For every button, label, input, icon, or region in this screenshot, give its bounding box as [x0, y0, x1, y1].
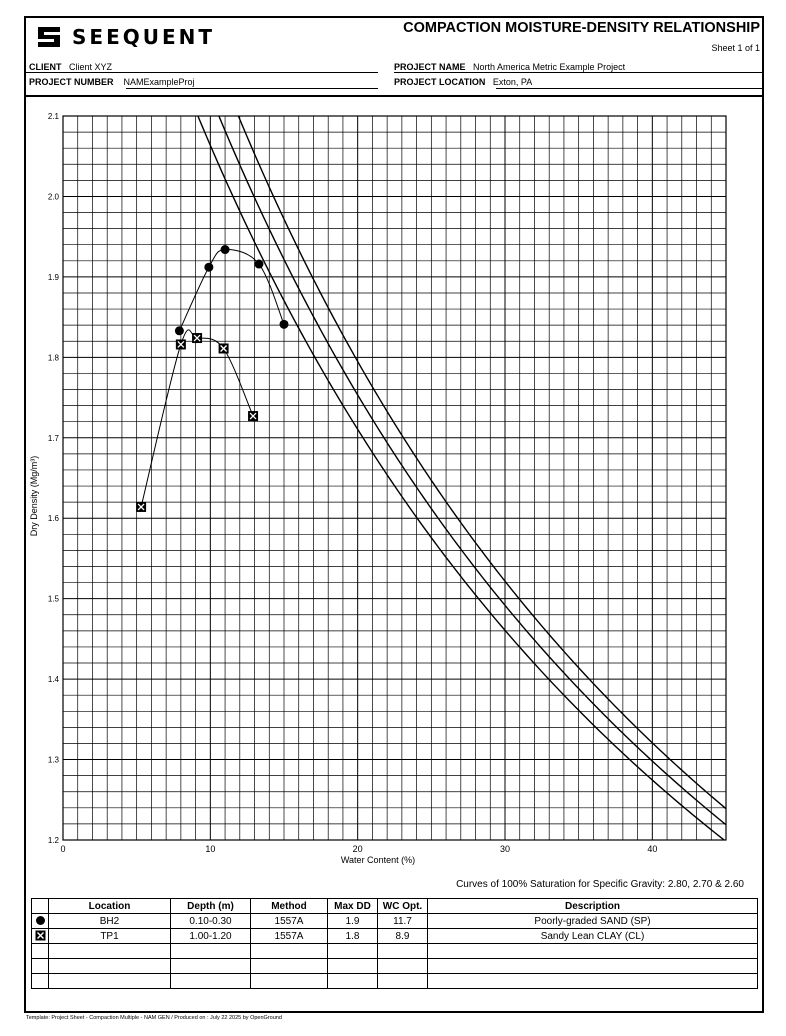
data-point-bh2 — [221, 245, 230, 254]
legend-header-maxdd: Max DD — [328, 899, 378, 914]
footer-text: Template: Project Sheet - Compaction Multiple - NAM GEN / Produced on : July 22 2025 by OpenGround — [26, 1015, 282, 1021]
table-row — [32, 914, 758, 929]
description-cell: Sandy Lean CLAY (CL) — [428, 929, 758, 944]
depth-cell: 1.00-1.20 — [171, 929, 251, 944]
legend-header-description: Description — [428, 899, 758, 914]
legend-symbol-cell — [32, 929, 49, 944]
table-row — [32, 944, 758, 959]
client-value: Client XYZ — [69, 62, 113, 72]
project-name-value: North America Metric Example Project — [473, 62, 626, 72]
data-point-tp1 — [219, 343, 229, 353]
saturation-curves — [63, 0, 726, 841]
project-number-value: NAMExampleProj — [123, 77, 195, 87]
saturation-curve — [63, 0, 726, 841]
chart-grid — [63, 116, 726, 840]
sheet-number: Sheet 1 of 1 — [711, 43, 760, 53]
y-tick-label: 1.5 — [47, 594, 59, 604]
saturation-curve — [63, 0, 726, 825]
y-tick-label: 1.3 — [47, 755, 59, 765]
x-axis-label: Water Content (%) — [340, 855, 416, 865]
maxdd-cell: 1.8 — [328, 929, 378, 944]
location-cell: BH2 — [49, 914, 171, 929]
y-tick-label: 2.0 — [47, 192, 59, 202]
data-point-bh2 — [204, 263, 213, 272]
project-number-label: PROJECT NUMBER — [29, 77, 114, 87]
x-tick-label: 30 — [499, 844, 511, 854]
x-tick-label: 20 — [352, 844, 363, 854]
project-location-label: PROJECT LOCATION — [394, 77, 486, 87]
y-axis-label: Dry Density (Mg/m³) — [29, 455, 39, 537]
data-point-tp1 — [248, 411, 258, 421]
data-point-tp1 — [192, 333, 202, 343]
x-tick-label: 40 — [647, 844, 658, 854]
legend-header-depth: Depth (m) — [171, 899, 251, 914]
data-point-tp1 — [176, 339, 186, 349]
fit-curve-tp1 — [141, 330, 253, 507]
fit-curve-bh2 — [179, 249, 284, 330]
method-cell: 1557A — [251, 914, 328, 929]
project-name-label: PROJECT NAME — [394, 62, 466, 72]
x-tick-label: 0 — [60, 844, 66, 854]
legend-table — [31, 898, 758, 989]
legend-symbol-cell — [32, 914, 49, 929]
client-label: CLIENT — [29, 62, 62, 72]
saturation-caption: Curves of 100% Saturation for Specific Gravity: 2.80, 2.70 & 2.60 — [456, 879, 744, 890]
legend-header-row — [32, 899, 758, 914]
plot-frame — [63, 116, 726, 840]
legend-header-method: Method — [251, 899, 328, 914]
filled-circle-icon — [35, 915, 46, 926]
wcopt-cell: 11.7 — [378, 914, 428, 929]
table-row — [32, 959, 758, 974]
legend-header-location: Location — [49, 899, 171, 914]
y-tick-label: 1.2 — [47, 836, 59, 845]
y-tick-label: 1.6 — [47, 514, 59, 524]
table-row — [32, 974, 758, 989]
y-tick-label: 2.1 — [47, 112, 59, 121]
tick-labels — [48, 112, 657, 854]
table-row — [32, 929, 758, 944]
depth-cell: 0.10-0.30 — [171, 914, 251, 929]
legend-header-wcopt: WC Opt. — [378, 899, 428, 914]
description-cell: Poorly-graded SAND (SP) — [428, 914, 758, 929]
y-tick-label: 1.7 — [47, 433, 59, 443]
x-tick-label: 10 — [205, 844, 216, 854]
method-cell: 1557A — [251, 929, 328, 944]
wcopt-cell: 8.9 — [378, 929, 428, 944]
maxdd-cell: 1.9 — [328, 914, 378, 929]
data-point-bh2 — [254, 260, 263, 269]
project-location-value: Exton, PA — [492, 77, 533, 87]
y-tick-label: 1.4 — [47, 675, 59, 685]
report-title: COMPACTION MOISTURE-DENSITY RELATIONSHIP — [403, 20, 760, 36]
fit-curves — [141, 249, 284, 506]
data-point-bh2 — [175, 326, 184, 335]
data-point-bh2 — [280, 320, 289, 329]
logo-text: SEEQUENT — [72, 25, 216, 49]
location-cell: TP1 — [49, 929, 171, 944]
y-tick-label: 1.8 — [47, 353, 59, 363]
legend-symbol-header — [32, 899, 49, 914]
saturation-curve — [63, 0, 726, 809]
y-tick-label: 1.9 — [47, 272, 59, 282]
data-points — [136, 245, 288, 512]
data-point-tp1 — [136, 502, 146, 512]
boxed-x-icon — [35, 930, 46, 941]
